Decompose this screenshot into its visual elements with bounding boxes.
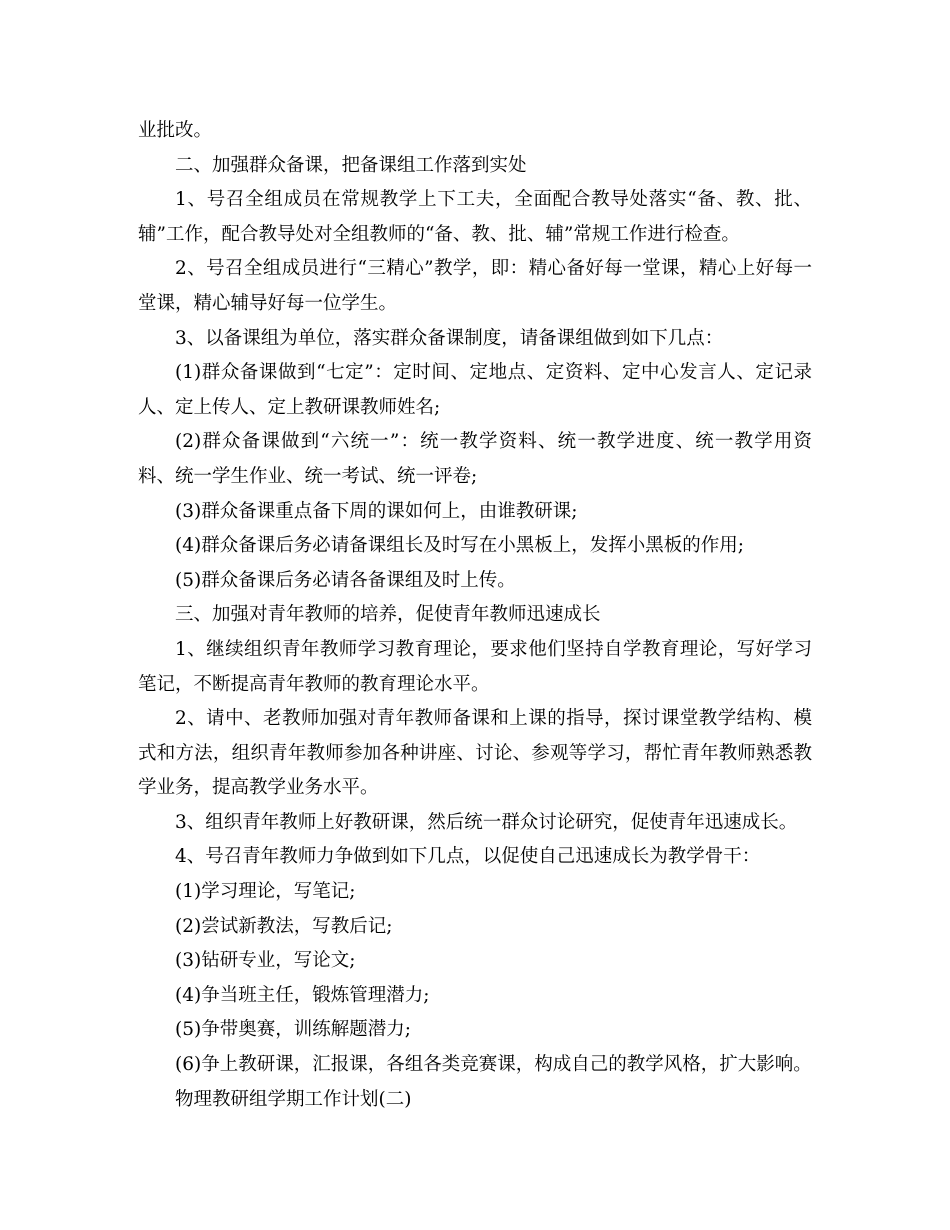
sub-item: (4)争当班主任，锻炼管理潜力; <box>175 984 430 1006</box>
paragraph-continuation: 业批改。 <box>138 120 213 141</box>
sub-item: (3)钻研专业，写论文; <box>175 950 356 972</box>
section-heading-3: 三、加强对青年教师的培养，促使青年教师迅速成长 <box>175 604 601 626</box>
sub-item: (5)争带奥赛，训练解题潜力; <box>175 1019 411 1041</box>
section-heading-2: 二、加强群众备课，把备课组工作落到实处 <box>175 154 527 176</box>
document-subtitle: 物理教研组学期工作计划(二) <box>175 1088 412 1110</box>
paragraph-item: 2、号召全组成员进行“三精心”教学，即：精心备好每一堂课，精心上好每一堂课，精心辅导好每一位学生。 <box>138 258 812 314</box>
document-body <box>138 114 812 1117</box>
sub-item: (2)尝试新教法，写教后记; <box>175 915 393 937</box>
paragraph-item: 3、组织青年教师上好教研课，然后统一群众讨论研究，促使青年迅速成长。 <box>175 811 798 833</box>
paragraph-item: 1、继续组织青年教师学习教育理论，要求他们坚持自学教育理论，写好学习笔记，不断提高青年教师的教育理论水平。 <box>138 638 812 695</box>
sub-item: (4)群众备课后务必请备课组长及时写在小黑板上，发挥小黑板的作用; <box>175 535 744 557</box>
paragraph-item: 2、请中、老教师加强对青年教师备课和上课的指导，探讨课堂教学结构、模式和方法，组织青年教师参加各种讲座、讨论、参观等学习，帮忙青年教师熟悉教学业务，提高教学业务水平。 <box>138 708 812 799</box>
sub-item: (3)群众备课重点备下周的课如何上，由谁教研课; <box>175 500 578 522</box>
paragraph-item: 3、以备课组为单位，落实群众备课制度，请备课组做到如下几点： <box>175 327 724 349</box>
paragraph-item: 1、号召全组成员在常规教学上下工夫，全面配合教导处落实“备、教、批、辅”工作，配合教导处对全组教师的“备、教、批、辅”常规工作进行检查。 <box>138 189 812 245</box>
sub-item: (5)群众备课后务必请各备课组及时上传。 <box>175 569 516 591</box>
sub-item: (1)群众备课做到“七定”：定时间、定地点、定资料、定中心发言人、定记录人、定上传人、定上教研课教师姓名; <box>138 362 812 418</box>
paragraph-item: 4、号召青年教师力争做到如下几点，以促使自己迅速成长为教学骨干： <box>175 846 761 868</box>
sub-item: (2)群众备课做到“六统一”：统一教学资料、统一教学进度、统一教学用资料、统一学生作业、统一考试、统一评卷; <box>138 431 812 487</box>
sub-item: (6)争上教研课，汇报课，各组各类竞赛课，构成自己的教学风格，扩大影响。 <box>175 1054 812 1076</box>
sub-item: (1)学习理论，写笔记; <box>175 881 356 903</box>
